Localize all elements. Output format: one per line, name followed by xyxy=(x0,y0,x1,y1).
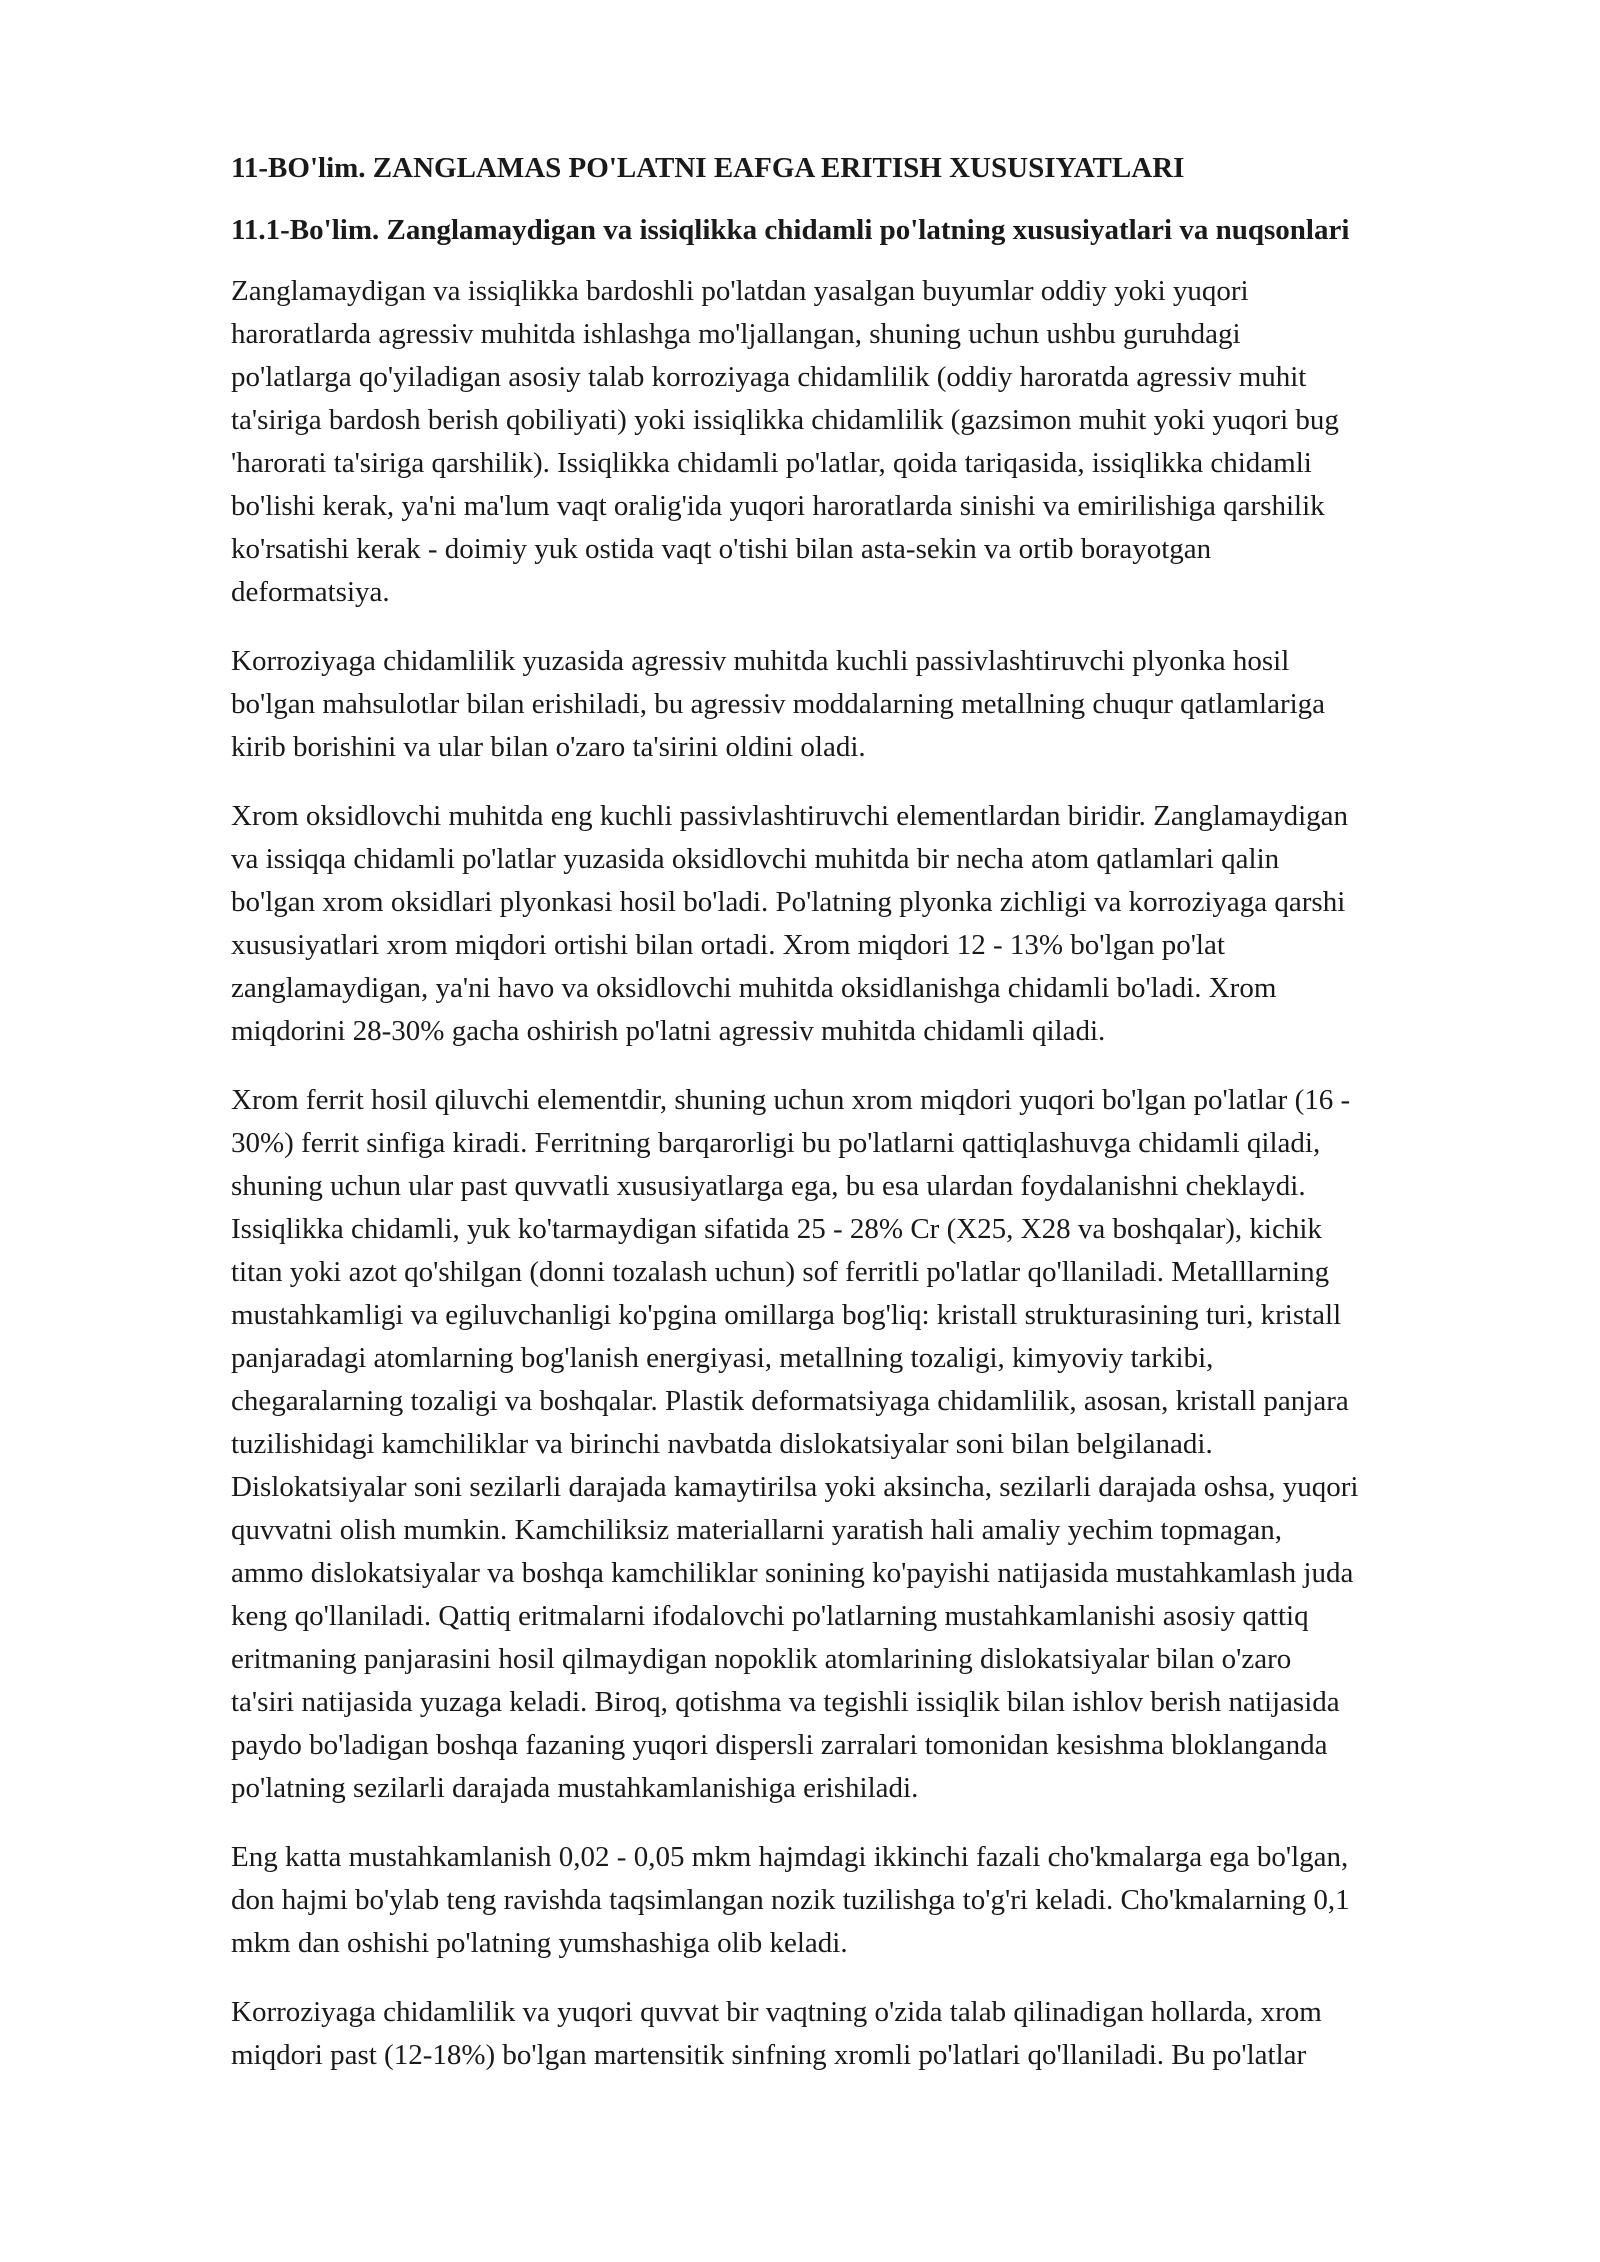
paragraph xyxy=(231,1991,1496,2077)
paragraph-line: eritmaning panjarasini hosil qilmaydigan nopoklik atomlarining dislokatsiyalar bilan o'zaro xyxy=(231,1643,1292,1675)
paragraph-line: paydo bo'ladigan boshqa fazaning yuqori dispersli zarralari tomonidan kesishma bloklanganda xyxy=(231,1729,1328,1761)
body-text xyxy=(231,270,1496,2077)
paragraph-line: bo'lgan xrom oksidlari plyonkasi hosil bo'ladi. Po'latning plyonka zichligi va korroziyaga qarshi xyxy=(231,886,1346,918)
paragraph-line: Eng katta mustahkamlanish 0,02 - 0,05 mkm hajmdagi ikkinchi fazali cho'kmalarga ega bo'lgan, xyxy=(231,1841,1349,1873)
paragraph-line: ta'siriga bardosh berish qobiliyati) yoki issiqlikka chidamlilik (gazsimon muhit yoki yuqori bug xyxy=(231,404,1339,436)
paragraph-line: miqdori past (12-18%) bo'lgan martensitik sinfning xromli po'latlari qo'llaniladi. Bu po'latlar xyxy=(231,2039,1307,2071)
paragraph-line: haroratlarda agressiv muhitda ishlashga mo'ljallangan, shuning uchun ushbu guruhdagi xyxy=(231,318,1241,350)
paragraph-line: bo'lishi kerak, ya'ni ma'lum vaqt oralig'ida yuqori haroratlarda sinishi va emirilishiga qarshilik xyxy=(231,490,1325,522)
paragraph-line: mustahkamligi va egiluvchanligi ko'pgina omillarga bog'liq: kristall strukturasining turi, kristall xyxy=(231,1299,1342,1331)
paragraph-line: quvvatni olish mumkin. Kamchiliksiz materiallarni yaratish hali amaliy yechim topmagan, xyxy=(231,1514,1282,1546)
paragraph-line: po'latlarga qo'yiladigan asosiy talab korroziyaga chidamlilik (oddiy haroratda agressiv muhit xyxy=(231,361,1307,393)
paragraph-line: Xrom ferrit hosil qiluvchi elementdir, shuning uchun xrom miqdori yuqori bo'lgan po'latlar (16 - xyxy=(231,1084,1351,1116)
paragraph-line: 'harorati ta'siriga qarshilik). Issiqlikka chidamli po'latlar, qoida tariqasida, issiqlikka chidamli xyxy=(231,447,1312,479)
paragraph-line: keng qo'llaniladi. Qattiq eritmalarni ifodalovchi po'latlarning mustahkamlanishi asosiy qattiq xyxy=(231,1600,1309,1632)
paragraph xyxy=(231,1079,1496,1810)
paragraph-line: panjaradagi atomlarning bog'lanish energiyasi, metallning tozaligi, kimyoviy tarkibi, xyxy=(231,1342,1214,1374)
paragraph-line: Xrom oksidlovchi muhitda eng kuchli passivlashtiruvchi elementlardan biridir. Zanglamaydigan xyxy=(231,800,1349,832)
paragraph-line: ko'rsatishi kerak - doimiy yuk ostida vaqt o'tishi bilan asta-sekin va ortib borayotgan xyxy=(231,533,1212,565)
paragraph-line: shuning uchun ular past quvvatli xususiyatlarga ega, bu esa ulardan foydalanishni cheklaydi. xyxy=(231,1170,1306,1202)
paragraph-line: bo'lgan mahsulotlar bilan erishiladi, bu agressiv moddalarning metallning chuqur qatlamlariga xyxy=(231,688,1326,720)
paragraph-line: titan yoki azot qo'shilgan (donni tozalash uchun) sof ferritli po'latlar qo'llaniladi. Metalllarning xyxy=(231,1256,1330,1288)
paragraph-line: po'latning sezilarli darajada mustahkamlanishiga erishiladi. xyxy=(231,1772,919,1804)
paragraph-line: ammo dislokatsiyalar va boshqa kamchiliklar sonining ko'payishi natijasida mustahkamlash juda xyxy=(231,1557,1354,1589)
paragraph xyxy=(231,1836,1496,1965)
paragraph-line: xususiyatlari xrom miqdori ortishi bilan ortadi. Xrom miqdori 12 - 13% bo'lgan po'lat xyxy=(231,929,1225,961)
paragraph-line: 30%) ferrit sinfiga kiradi. Ferritning barqarorligi bu po'latlarni qattiqlashuvga chidamli qiladi, xyxy=(231,1127,1321,1159)
paragraph xyxy=(231,640,1496,769)
paragraph-line: tuzilishidagi kamchiliklar va birinchi navbatda dislokatsiyalar soni bilan belgilanadi. xyxy=(231,1428,1213,1460)
paragraph-line: Korroziyaga chidamlilik yuzasida agressiv muhitda kuchli passivlashtiruvchi plyonka hosil xyxy=(231,645,1290,677)
paragraph-line: miqdorini 28-30% gacha oshirish po'latni agressiv muhitda chidamli qiladi. xyxy=(231,1015,1106,1047)
paragraph-line: don hajmi bo'ylab teng ravishda taqsimlangan nozik tuzilishga to'g'ri keladi. Cho'kmalarning 0,1 xyxy=(231,1884,1350,1916)
document-page xyxy=(231,150,1496,2103)
paragraph-line: zanglamaydigan, ya'ni havo va oksidlovchi muhitda oksidlanishga chidamli bo'ladi. Xrom xyxy=(231,972,1277,1004)
paragraph xyxy=(231,270,1496,614)
paragraph-line: Issiqlikka chidamli, yuk ko'tarmaydigan sifatida 25 - 28% Cr (X25, X28 va boshqalar), kichik xyxy=(231,1213,1322,1245)
paragraph-line: Korroziyaga chidamlilik va yuqori quvvat bir vaqtning o'zida talab qilinadigan hollarda, xrom xyxy=(231,1996,1322,2028)
paragraph xyxy=(231,795,1496,1053)
paragraph-line: va issiqqa chidamli po'latlar yuzasida oksidlovchi muhitda bir necha atom qatlamlari qalin xyxy=(231,843,1280,875)
section-title: 11.1-Bo'lim. Zanglamaydigan va issiqlikka chidamli po'latning xususiyatlari va nuqsonlari xyxy=(231,214,1350,246)
paragraph-line: deformatsiya. xyxy=(231,576,390,608)
paragraph-line: Dislokatsiyalar soni sezilarli darajada kamaytirilsa yoki aksincha, sezilarli darajada oshsa, yuqori xyxy=(231,1471,1359,1503)
paragraph-line: chegaralarning tozaligi va boshqalar. Plastik deformatsiyaga chidamlilik, asosan, kristall panjara xyxy=(231,1385,1349,1417)
paragraph-line: ta'siri natijasida yuzaga keladi. Biroq, qotishma va tegishli issiqlik bilan ishlov berish natijasida xyxy=(231,1686,1340,1718)
paragraph-line: kirib borishini va ular bilan o'zaro ta'sirini oldini oladi. xyxy=(231,731,866,763)
paragraph-line: Zanglamaydigan va issiqlikka bardoshli po'latdan yasalgan buyumlar oddiy yoki yuqori xyxy=(231,275,1249,307)
chapter-title: 11-BO'lim. ZANGLAMAS PO'LATNI EAFGA ERITISH XUSUSIYATLARI xyxy=(231,152,1185,184)
paragraph-line: mkm dan oshishi po'latning yumshashiga olib keladi. xyxy=(231,1927,848,1959)
